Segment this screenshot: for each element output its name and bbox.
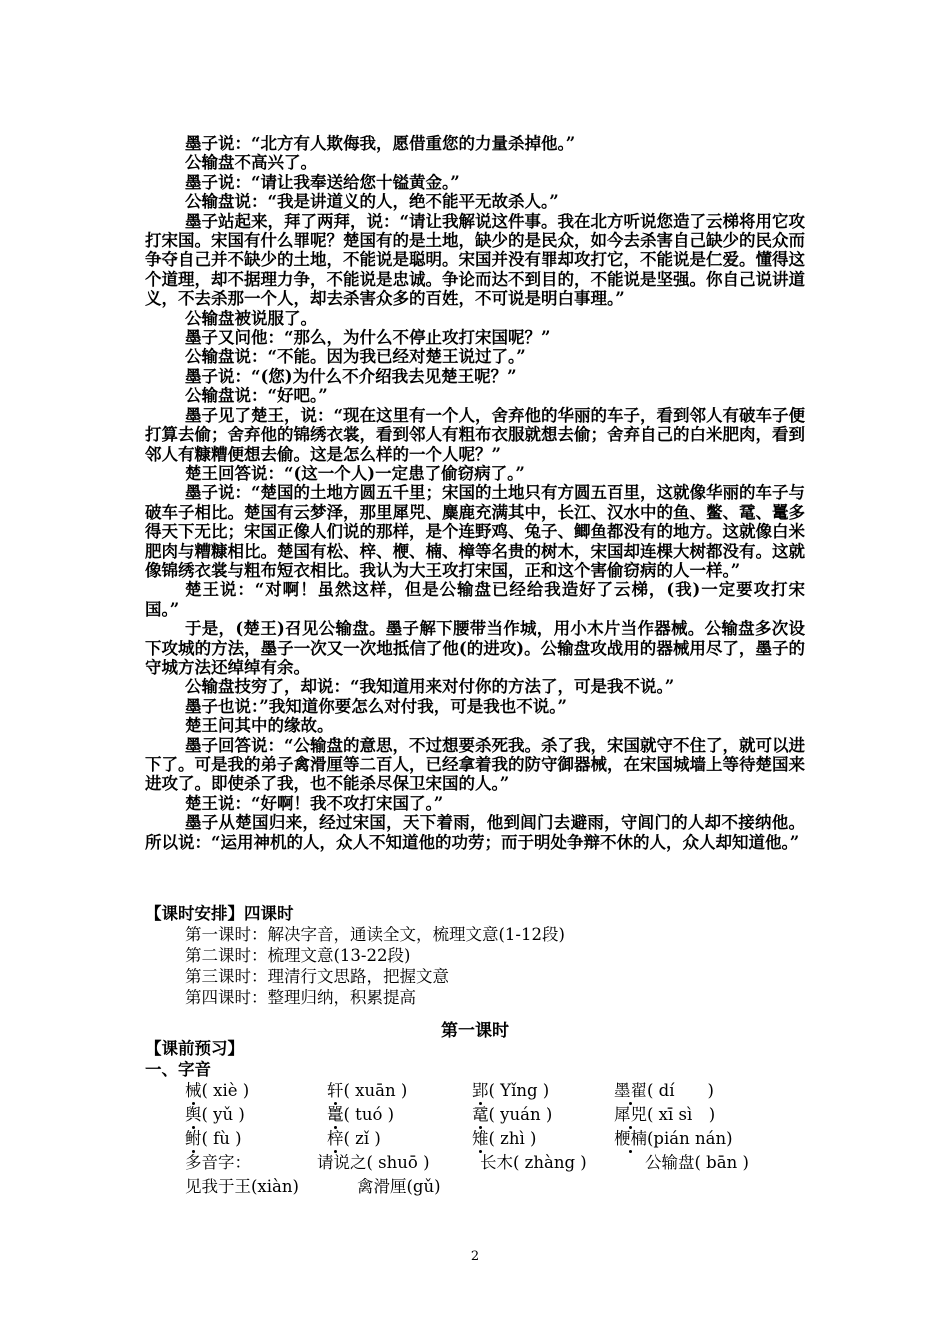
schedule-value: 四课时 [244,904,294,923]
paragraph: 楚王说：“对啊！虽然这样，但是公输盘已经给我造好了云梯，(我)一定要攻打宋国。” [145,580,805,619]
paragraph: 公输盘说：“不能。因为我已经对楚王说过了。” [185,347,526,367]
polyphone-item: 见我于王(xiàn) [185,1177,299,1196]
schedule-item: 第二课时：梳理文意(13-22段) [185,946,411,965]
pinyin-item: 鲋( fù ) [185,1129,242,1148]
polyphone-item: 请说之( shuō ) [317,1153,430,1172]
polyphone-row [145,1176,805,1200]
paragraph: 墨子见了楚王，说：“现在这里有一个人，舍弃他的华丽的车子，看到邻人有破车子便打算去偷；舍弃他的锦绣衣裳，看到邻人有粗布衣服就想去偷；舍弃自己的白米肥肉，看到邻人有糠糟便想去偷。这是怎么样的一个人呢？” [145,405,805,464]
polyphone-row [145,1152,805,1176]
polyphone-item: 禽滑厘(gǔ) [357,1177,441,1196]
paragraph: 楚王说：“好啊！我不攻打宋国了。” [185,793,444,813]
paragraph: 墨子也说：”我知道你要怎么对付我，可是我也不说。” [185,696,567,716]
paragraph: 公输盘不高兴了。 [185,153,317,173]
pinyin-item: 轩( xuān ) [327,1081,408,1100]
pinyin-item: 械( xiè ) [185,1081,250,1100]
schedule-item: 第三课时：理清行文思路，把握文意 [185,967,449,986]
polyphone-item: 长木( zhàng ) [480,1153,587,1172]
paragraph: 公输盘技穷了，却说：“我知道用来对付你的方法了，可是我不说。” [185,677,675,697]
paragraph: 墨子说：“楚国的土地方圆五千里；宋国的土地只有方圆五百里，这就像华丽的车子与破车子相比。楚国有云梦泽，那里犀兕、麋鹿充满其中，长江、汉水中的鱼、鳖、鼋、鼍多得天下无比；宋国正像人们说的那样，是个连野鸡、兔子、鲫鱼都没有的地方。这就像白米肥肉与糟糠相比。楚国有松、梓、楩、楠、樟等名贵的树木，宋国却连棵大树都没有。这就像锦绣衣裳与粗布短衣相比。我认为大王攻打宋国，正和这个害偷窃病的人一样。” [145,483,805,580]
schedule-heading-line [145,903,805,924]
section-title: 一、字音 [145,1060,211,1079]
pinyin-item: 楩楠(pián nán) [614,1129,733,1148]
pinyin-item: 犀兕( xī sì ) [614,1105,716,1124]
polyphone-item: 公输盘( bān ) [645,1153,749,1172]
schedule-item: 第一课时：解决字音，通读全文，梳理文意(1-12段) [185,925,565,944]
schedule-label: 【课时安排】 [145,904,244,923]
pinyin-item: 鼋( yuán ) [472,1105,553,1124]
paragraph: 墨子回答说：“公输盘的意思，不过想要杀死我。杀了我，宋国就守不住了，就可以进下了。可是我的弟子禽滑厘等二百人，已经拿着我的防守御器械，在宋国城墙上等待楚国来进攻了。即使杀了我，也不能杀尽保卫宋国的人。” [145,735,805,794]
lesson-schedule [145,903,805,1008]
schedule-item: 第四课时：整理归纳，积累提高 [185,988,416,1007]
paragraph: 于是，(楚王)召见公输盘。墨子解下腰带当作城，用小木片当作器械。公输盘多次设下攻城的方法，墨子一次又一次地抵信了他(的进攻)。公输盘攻战用的器械用尽了，墨子的守城方法还绰绰有余。 [145,619,805,677]
pinyin-row [145,1080,805,1104]
pinyin-row [145,1104,805,1128]
paragraph: 公输盘说：“我是讲道义的人，绝不能平无故杀人。” [185,192,559,212]
lesson-title: 第一课时 [441,1021,509,1041]
preview-section [145,1038,805,1200]
page-number: 2 [470,1249,480,1264]
preview-heading: 【课前预习】 [145,1039,244,1058]
pinyin-row [145,1128,805,1152]
paragraph: 公输盘说：“好吧。” [185,386,328,406]
paragraph: 墨子又问他：“那么，为什么不停止攻打宋国呢？” [185,328,551,348]
paragraph: 楚王问其中的缘故。 [185,716,334,736]
paragraph: 墨子说：“北方有人欺侮我，愿借重您的力量杀掉他。” [185,134,576,153]
pinyin-item: 雉( zhì ) [472,1129,537,1148]
translation-text [145,134,805,852]
pinyin-item: 梓( zǐ ) [327,1129,381,1148]
paragraph: 墨子站起来，拜了两拜，说：“请让我解说这件事。我在北方听说您造了云梯将用它攻打宋国。宋国有什么罪呢？楚国有的是土地，缺少的是民众，如今去杀害自己缺少的民众而争夺自己并不缺少的土地，不能说是聪明。宋国并没有罪却攻打它，不能说是仁爱。懂得这个道理，却不据理力争，不能说是忠诚。争论而达不到目的，不能说是坚强。你自己说讲道义，不去杀那一个人，却去杀害众多的百姓，不可说是明白事理。” [145,211,805,309]
paragraph: 公输盘被说服了。 [185,308,317,328]
pinyin-item: 郢( Yǐng ) [472,1081,550,1100]
pinyin-item: 舆( yǔ ) [185,1105,245,1124]
paragraph: 墨子从楚国归来，经过宋国，天下着雨，他到闾门去避雨，守闾门的人却不接纳他。所以说：“运用神机的人，众人不知道他的功劳；而于明处争辩不休的人，众人却知道他。” [145,813,805,852]
paragraph: 墨子说：“请让我奉送给您十镒黄金。” [185,172,460,192]
pinyin-item: 鼍( tuó ) [327,1105,395,1124]
paragraph: 墨子说：“(您)为什么不介绍我去见楚王呢？” [185,366,517,386]
pinyin-item: 墨翟( dí ) [614,1081,714,1100]
polyphone-label: 多音字： [185,1153,251,1172]
paragraph: 楚王回答说：“(这一个人)一定患了偷窃病了。” [185,463,525,483]
